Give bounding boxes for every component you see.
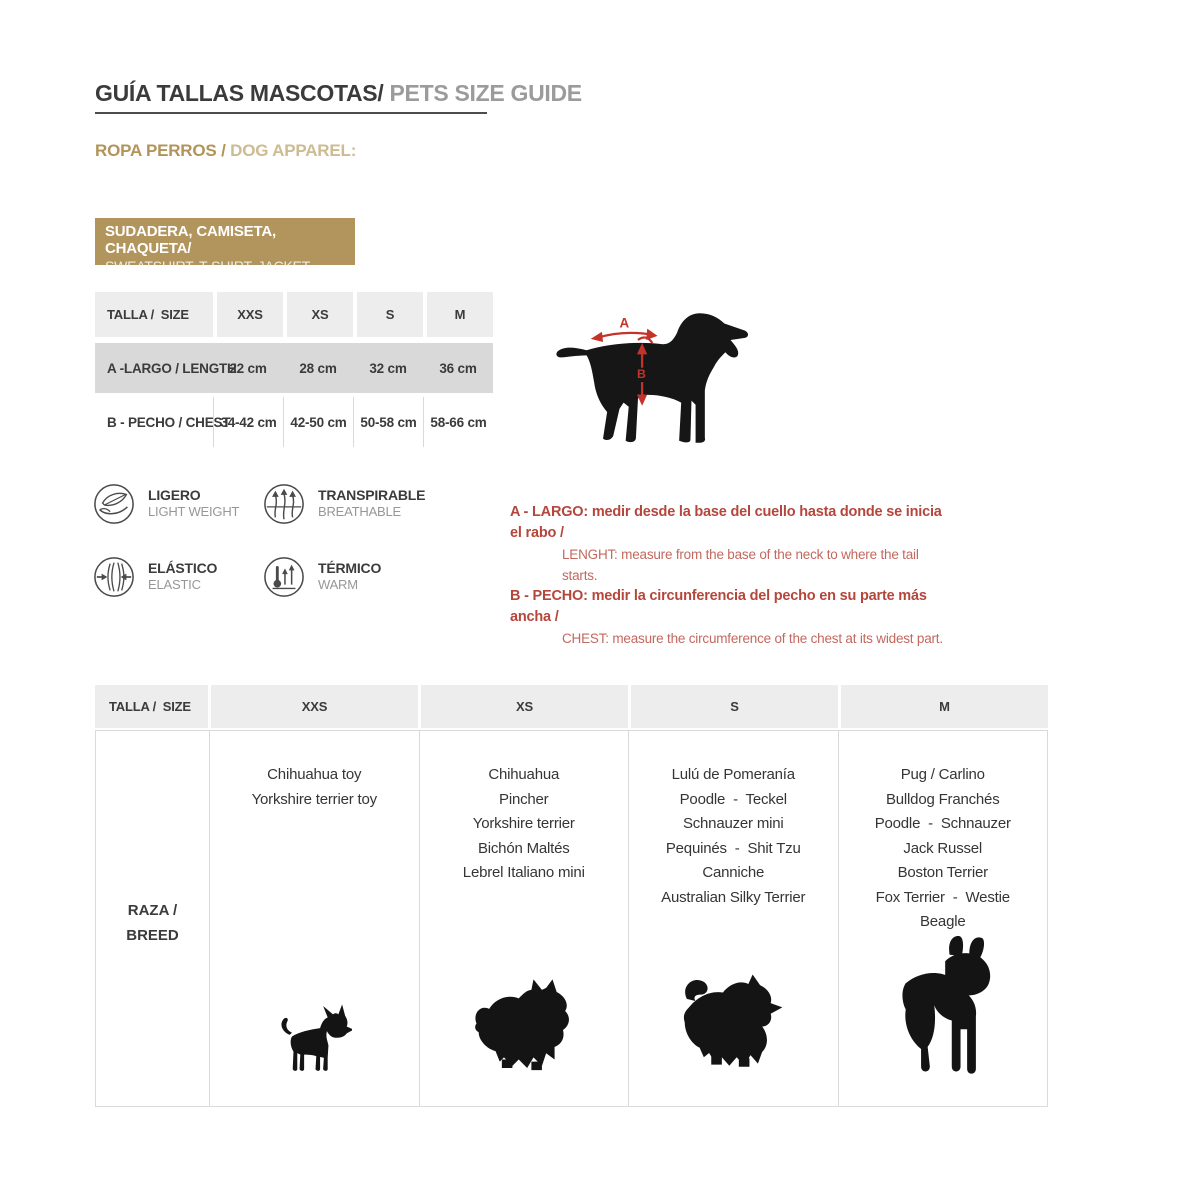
elastic-icon — [93, 556, 135, 598]
feature-name-es: ELÁSTICO — [148, 560, 218, 576]
feature-name-en: ELASTIC — [148, 577, 201, 592]
breed-item: Beagle — [919, 913, 966, 930]
chest-m: 58-66 cm — [423, 397, 493, 447]
feature-warm — [263, 556, 381, 598]
breed-list-m — [875, 763, 1011, 935]
note-b-en: CHEST: measure the circumference of the chest at its widest part. — [562, 631, 943, 646]
chihuahua-silhouette — [276, 999, 352, 1083]
label-a: A — [619, 315, 630, 331]
category-banner — [95, 218, 355, 274]
breed-table-body — [95, 730, 1048, 1107]
size-col-s: S — [357, 292, 423, 337]
size-col-m: M — [427, 292, 493, 337]
breed-item: Yorkshire terrier toy — [251, 790, 377, 808]
subtitle-es: ROPA PERROS / — [95, 141, 226, 160]
title-underline — [95, 112, 487, 114]
category-banner-line2: SWEATSHIRT, T-SHIRT, JACKET — [105, 258, 311, 274]
breed-item: Pequinés - Shit Tzu — [665, 839, 801, 857]
page-title-es: GUÍA TALLAS MASCOTAS/ — [95, 80, 384, 106]
breed-item: Yorkshire terrier — [472, 815, 575, 832]
breed-cell-s — [628, 731, 838, 1107]
label-b: B — [636, 367, 646, 381]
feature-name-es: LIGERO — [148, 487, 201, 503]
breed-row-label-en: BREED — [126, 926, 179, 944]
size-col-xxs: XXS — [217, 292, 283, 337]
breed-item: Bichón Maltés — [477, 839, 570, 857]
size-table — [95, 292, 493, 447]
breed-col-s: S — [631, 685, 838, 728]
length-s: 32 cm — [369, 360, 407, 376]
breed-item: Chihuahua — [488, 766, 560, 783]
breed-item: Chihuahua toy — [267, 766, 362, 783]
breed-item: Poodle - Schnauzer — [874, 815, 1011, 832]
feature-name-en: LIGHT WEIGHT — [148, 504, 240, 519]
note-a-en: LENGHT: measure from the base of the neck to where the tail starts. — [562, 547, 919, 583]
feather-hand-icon — [93, 483, 135, 525]
note-a-es: A - LARGO: medir desde la base del cuello hasta donde se inicia el rabo / — [510, 504, 942, 541]
feature-name-en: BREATHABLE — [318, 504, 402, 519]
breed-table-header-row — [95, 685, 1048, 728]
breed-col-m: M — [841, 685, 1048, 728]
chest-xxs: 34-42 cm — [213, 397, 283, 447]
measurement-notes — [510, 502, 950, 649]
pomeranian-silhouette — [672, 971, 794, 1083]
yorkshire-silhouette — [466, 977, 582, 1083]
breed-item: Canniche — [702, 864, 765, 881]
measuring-diagram — [553, 306, 760, 450]
breed-item: Schnauzer mini — [682, 815, 784, 832]
breed-list-xs — [463, 763, 585, 886]
breed-cell-xs — [419, 731, 629, 1107]
length-row-label: A -LARGO / LENGTH — [107, 360, 237, 376]
french-bulldog-silhouette — [887, 935, 999, 1083]
labrador-silhouette — [553, 306, 760, 450]
thermometer-icon — [263, 556, 305, 598]
section-subtitle — [95, 141, 356, 161]
breed-row-label — [96, 731, 209, 1107]
breathable-icon — [263, 483, 305, 525]
breed-cell-xxs — [209, 731, 419, 1107]
breed-col-xxs: XXS — [211, 685, 418, 728]
feature-name-en: WARM — [318, 577, 358, 592]
breed-item: Lebrel Italiano mini — [462, 864, 585, 881]
breed-list-xxs — [252, 763, 377, 812]
length-m: 36 cm — [439, 360, 477, 376]
size-table-chest-row — [95, 397, 493, 447]
breed-row-label-es: RAZA / — [127, 901, 178, 919]
breed-item: Lulú de Pomeranía — [671, 766, 795, 783]
chest-row-label: B - PECHO / CHEST — [107, 414, 231, 430]
breed-table-header-label: TALLA / SIZE — [95, 685, 208, 728]
feature-elastic — [93, 556, 217, 598]
breed-table — [95, 685, 1048, 1107]
note-b-es: B - PECHO: medir la circunferencia del pecho en su parte más ancha / — [510, 588, 927, 625]
breed-item: Jack Russel — [903, 839, 983, 857]
length-xs: 28 cm — [299, 360, 337, 376]
breed-col-xs: XS — [421, 685, 628, 728]
category-banner-line1: SUDADERA, CAMISETA, CHAQUETA/ — [105, 223, 276, 257]
length-xxs: 22 cm — [229, 360, 267, 376]
breed-item: Fox Terrier - Westie — [875, 888, 1010, 906]
page-title — [95, 80, 582, 107]
size-table-length-row — [95, 343, 493, 393]
feature-name-es: TÉRMICO — [318, 560, 382, 576]
size-col-xs: XS — [287, 292, 353, 337]
feature-lightweight — [93, 483, 239, 525]
breed-item: Poodle - Teckel — [679, 790, 787, 808]
size-table-header-label: TALLA / SIZE — [95, 292, 213, 337]
breed-item: Australian Silky Terrier — [661, 888, 806, 906]
breed-list-s — [661, 763, 805, 910]
chest-s: 50-58 cm — [353, 397, 423, 447]
breed-item: Pug / Carlino — [900, 766, 985, 783]
breed-cell-m — [838, 731, 1048, 1107]
subtitle-en: DOG APPAREL: — [225, 141, 357, 160]
feature-name-es: TRANSPIRABLE — [318, 487, 426, 503]
feature-breathable — [263, 483, 425, 525]
breed-item: Boston Terrier — [897, 864, 988, 881]
breed-item: Bulldog Franchés — [885, 790, 1000, 808]
chest-xs: 42-50 cm — [283, 397, 353, 447]
page-title-en: PETS SIZE GUIDE — [383, 80, 582, 106]
size-table-header-row — [95, 292, 493, 337]
breed-item: Pincher — [499, 790, 549, 808]
